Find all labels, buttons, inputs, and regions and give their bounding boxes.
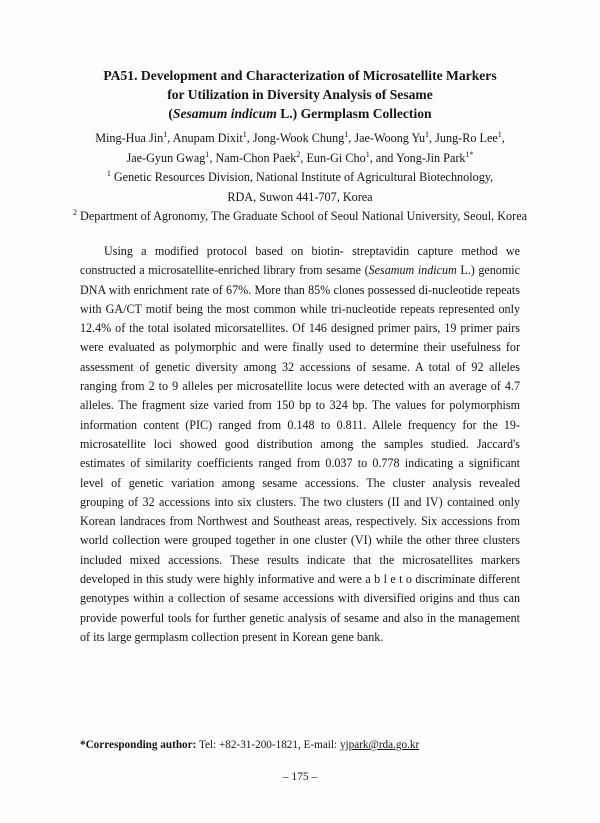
author-sep: , <box>300 150 307 165</box>
author-name: Yong-Jin Park <box>395 150 466 165</box>
title-line-3 <box>60 104 540 123</box>
author-affil-sup: 1 <box>344 129 349 139</box>
author-name: Eun-Gi Cho <box>306 150 366 165</box>
corresponding-author-note <box>80 739 419 751</box>
author-affil-sup: 1 <box>205 149 210 159</box>
author-sep: , <box>501 131 505 145</box>
author-line-1 <box>60 129 540 149</box>
author-affil-sup: 2 <box>296 149 301 159</box>
author-sep: , <box>167 131 173 145</box>
author-affil-sup: 1 <box>365 149 370 159</box>
author-line-2 <box>60 149 540 169</box>
author-name: Jae-Gyun Gwag <box>126 150 206 165</box>
page-number: – 175 – <box>282 771 318 783</box>
author-name: Jong-Wook Chung <box>252 131 345 145</box>
abstract-text-1: Using a modified protocol based on biotin- streptavidin capture method we constructed a microsatellite-enriched library from sesame ( <box>80 244 520 278</box>
author-list <box>60 129 540 168</box>
corresponding-author-label: *Corresponding author: <box>80 739 197 751</box>
title-line-3-rest: L.) Germplasm Collection <box>276 106 432 121</box>
author-name: Jae-Woong Yu <box>354 131 426 145</box>
author-name: Ming-Hua Jin <box>95 131 164 145</box>
title-line-1: PA51. Development and Characterization of Microsatellite Markers <box>103 68 497 83</box>
author-name: Nam-Chon Paek <box>215 150 297 165</box>
author-sep: , <box>246 131 253 145</box>
author-affil-sup: 1* <box>465 149 474 159</box>
author-name: Jung-Ro Lee <box>435 131 498 145</box>
title-paren: ( <box>168 106 173 121</box>
author-sep: , and <box>369 150 396 165</box>
author-affil-sup: 1 <box>497 129 502 139</box>
affiliation-1-line-2: RDA, Suwon 441-707, Korea <box>227 189 373 204</box>
abstract-paragraph <box>80 242 520 647</box>
author-sep: , <box>429 131 436 145</box>
affiliation-1 <box>50 168 550 207</box>
abstract-species: Sesamum indicum <box>368 263 457 278</box>
title-line-2: for Utilization in Diversity Analysis of Sesame <box>167 87 433 102</box>
affiliation-2-sup: 2 <box>72 207 77 217</box>
affiliation-1-text: Genetic Resources Division, National Institute of Agricultural Biotechnology, <box>110 170 494 184</box>
corresponding-author-contact: Tel: +82-31-200-1821, E-mail: <box>196 739 340 751</box>
corresponding-author-email[interactable]: yjpark@rda.go.kr <box>339 739 420 751</box>
title-species: Sesamum indicum <box>172 106 277 121</box>
affiliation-1-sup: 1 <box>106 168 111 178</box>
affiliation-2-text: Department of Agronomy, The Graduate School of Seoul National University, Seoul, Korea <box>76 209 528 223</box>
affiliation-1-line-1 <box>50 168 550 188</box>
author-affil-sup: 1 <box>242 129 247 139</box>
author-affil-sup: 1 <box>163 129 168 139</box>
author-name: Anupam Dixit <box>172 131 243 145</box>
author-sep: , <box>348 131 355 145</box>
author-affil-sup: 1 <box>425 129 430 139</box>
paper-title <box>60 66 540 123</box>
affiliation-2 <box>40 207 560 227</box>
author-sep: , <box>209 150 216 165</box>
abstract-text-2: L.) genomic DNA with enrichment rate of 67%. More than 85% clones possessed di-nucleotide repeats with GA/CT motif being the most common while tri-nucleotide repeats represented only 12.4% of the total isolated micorsatellites. Of 146 designed primer pairs, 19 primer pairs were evaluated as polymorphic and were finally used to determine their usefulness for assessment of genetic diversity among 32 accessions of sesame. A total of 92 alleles ranging from 2 to 9 alleles per microsatellite locus were detected with an average of 4.7 alleles. The fragment size varied from 150 bp to 324 bp. The values for polymorphism information content (PIC) ranged from 0.148 to 0.811. Allele frequency for the 19-microsatellite loci showed good distribution among the samples studied. Jaccard's estimates of similarity coefficients ranged from 0.037 to 0.778 indicating a significant level of genetic variation among sesame accessions. The cluster analysis revealed grouping of 32 accessions into six clusters. The two clusters (II and IV) contained only Korean landraces from Northwest and Southeast areas, respectively. Six accessions from world collection were grouped together in one cluster (VI) while the other three clusters included mixed accessions. These results indicate that the microsatellites markers developed in this study were highly informative and were a b l e t o discriminate different genotypes within a collection of sesame accessions with diversified origins and thus can provide powerful tools for further genetic analysis of sesame and also in the management of its large germplasm collection present in Korean gene bank. <box>80 263 520 644</box>
